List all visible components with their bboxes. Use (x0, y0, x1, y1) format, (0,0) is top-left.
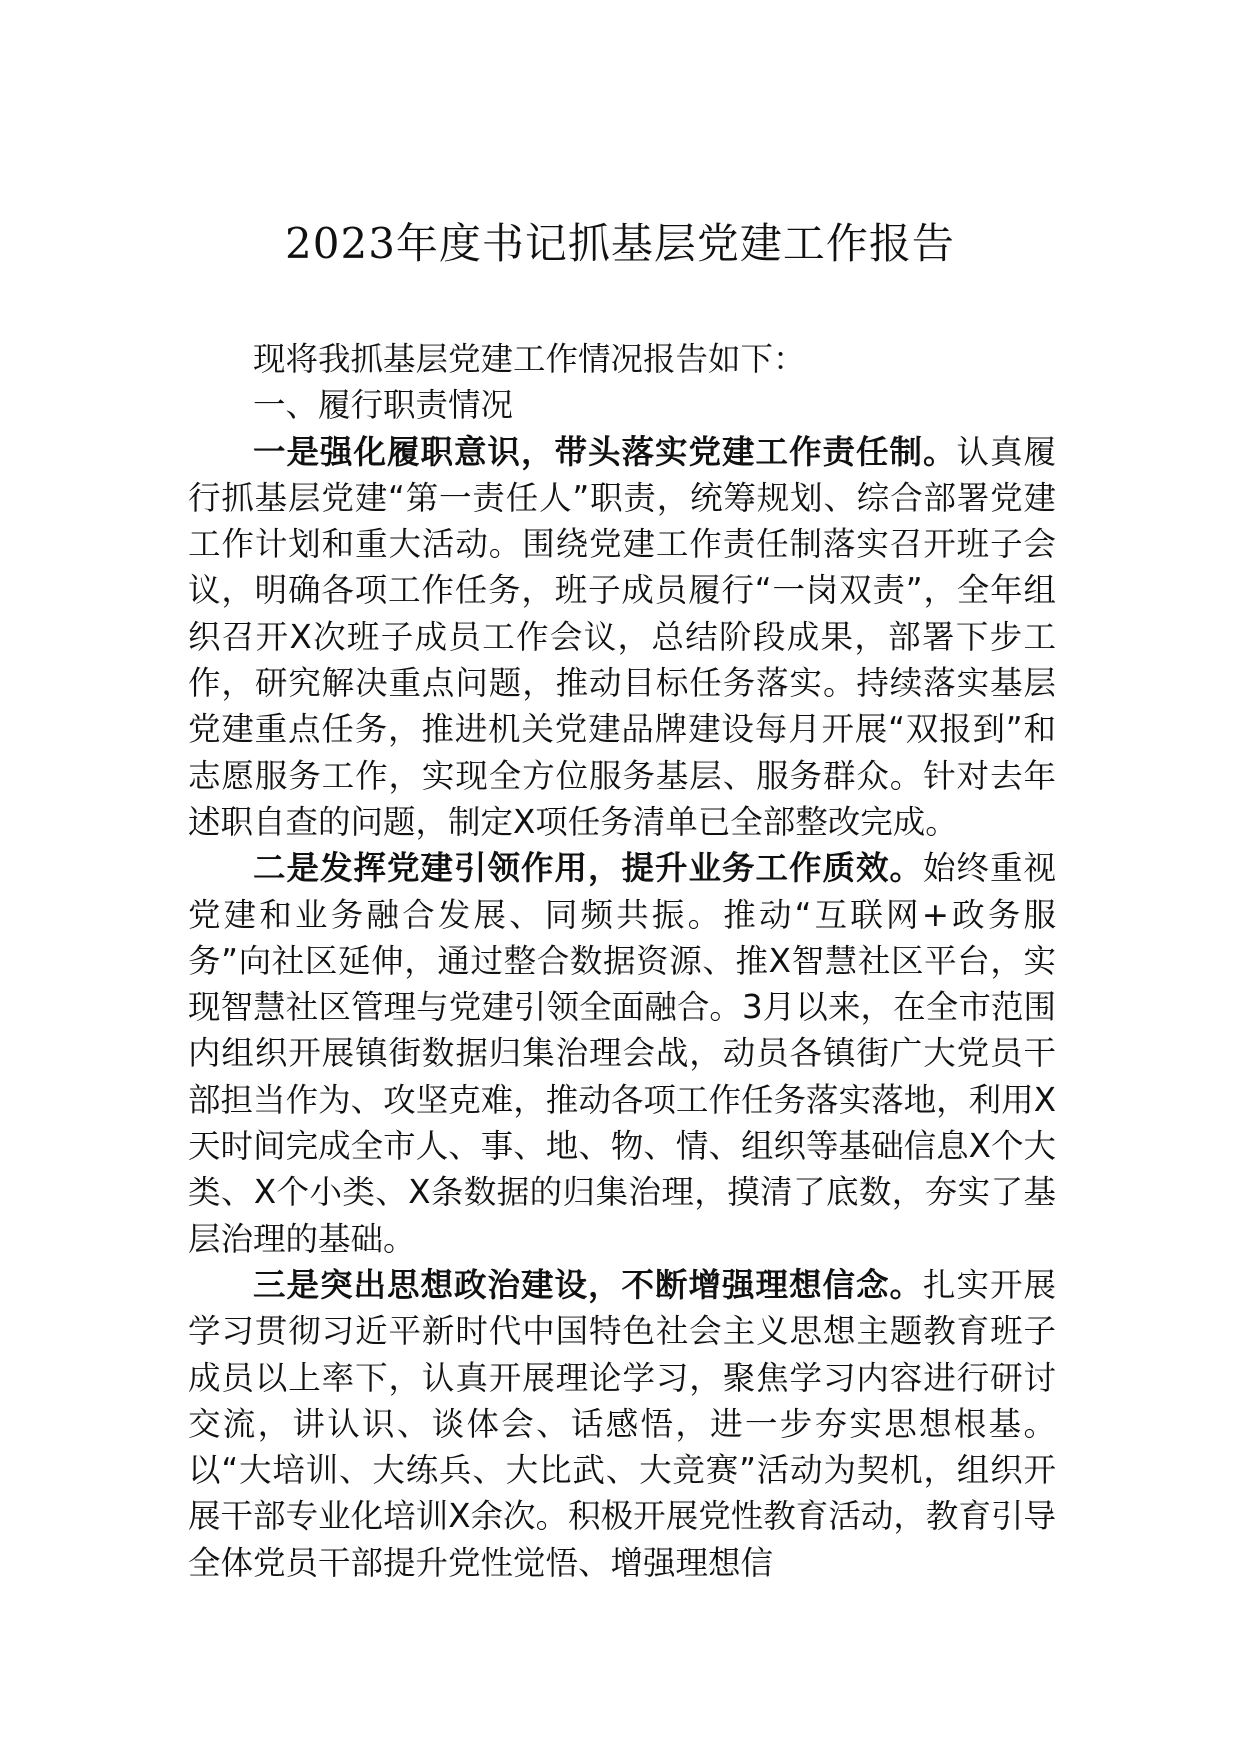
document-body (188, 336, 1056, 1586)
paragraph-lead: 二是发挥党建引领作用，提升业务工作质效。 (253, 849, 923, 888)
intro-paragraph: 现将我抓基层党建工作情况报告如下： (253, 340, 806, 378)
body-paragraph (188, 429, 1056, 846)
document-title: 2023年度书记抓基层党建工作报告 (285, 219, 955, 268)
paragraph-text: 扎实开展学习贯彻习近平新时代中国特色社会主义思想主题教育班子成员以上率下，认真开展理论学习，聚焦学习内容进行研讨交流，讲认识、谈体会、话感悟，进一步夯实思想根基。以“大培训、大练兵、大比武、大竞赛”活动为契机，组织开展干部专业化培训X余次。积极开展党性教育活动，教育引导全体党员干部提升党性觉悟、增强理想信 (188, 1265, 1056, 1582)
body-paragraph (188, 845, 1056, 1262)
paragraph-lead: 一是强化履职意识，带头落实党建工作责任制。 (253, 432, 957, 471)
body-paragraph (188, 1262, 1056, 1586)
paragraph-text: 认真履行抓基层党建“第一责任人”职责，统筹规划、综合部署党建工作计划和重大活动。围绕党建工作责任制落实召开班子会议，明确各项工作任务，班子成员履行“一岗双责”，全年组织召开X次班子成员工作会议，总结阶段成果，部署下步工作，研究解决重点问题，推动目标任务落实。持续落实基层党建重点任务，推进机关党建品牌建设每月开展“双报到”和志愿服务工作，实现全方位服务基层、服务群众。针对去年述职自查的问题，制定X项任务清单已全部整改完成。 (188, 432, 1056, 841)
paragraph-text: 始终重视党建和业务融合发展、同频共振。推动“互联网+政务服务”向社区延伸，通过整合数据资源、推X智慧社区平台，实现智慧社区管理与党建引领全面融合。3月以来，在全市范围内组织开展镇街数据归集治理会战，动员各镇街广大党员干部担当作为、攻坚克难，推动各项工作任务落实落地，利用X天时间完成全市人、事、地、物、情、组织等基础信息X个大类、X个小类、X条数据的归集治理，摸清了底数，夯实了基层治理的基础。 (188, 849, 1056, 1258)
paragraph-lead: 三是突出思想政治建设，不断增强理想信念。 (253, 1265, 923, 1304)
section-heading: 一、履行职责情况 (253, 386, 514, 425)
